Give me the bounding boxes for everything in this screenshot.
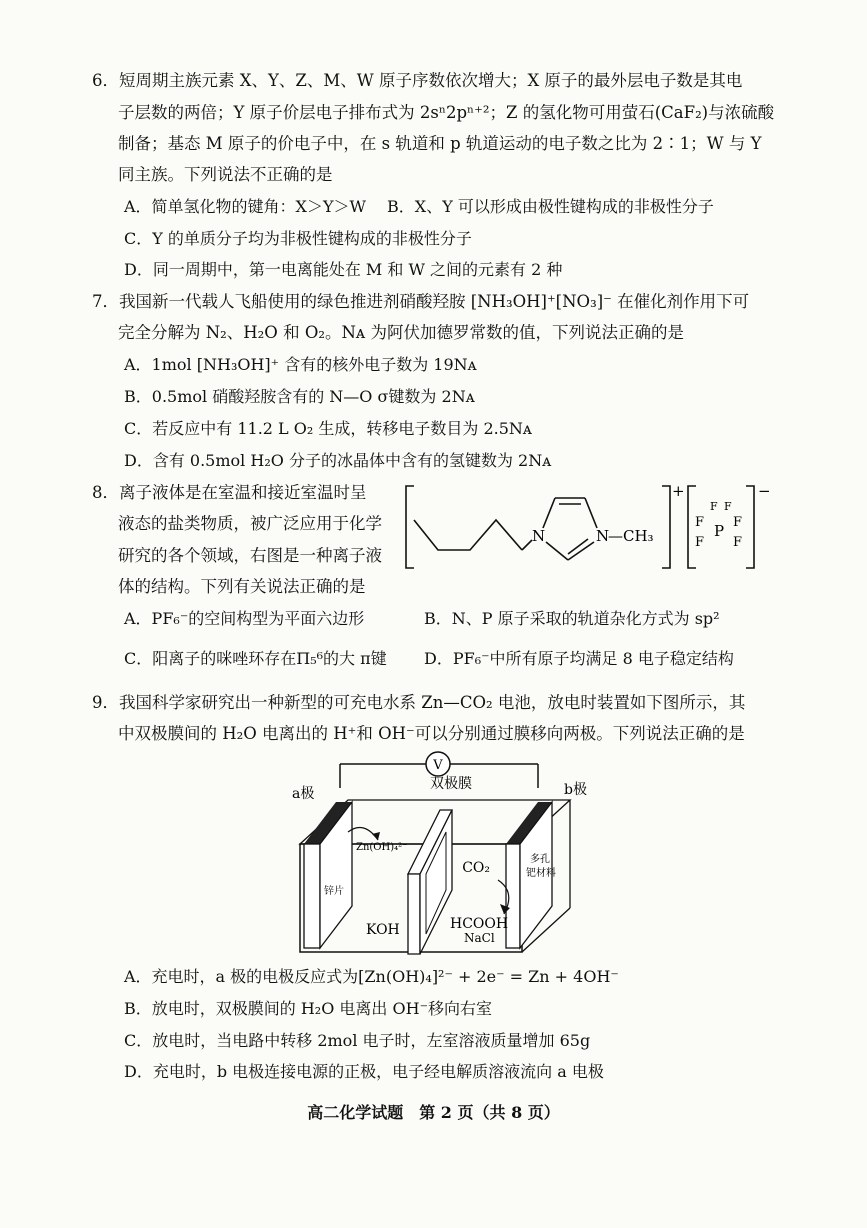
fluorine-left-lower: F	[695, 535, 705, 550]
q9-option-d: D．充电时，b 电极连接电源的正极，电子经电解质溶液流向 a 电极	[124, 1062, 604, 1081]
q8-option-a: A．PF₆⁻的空间构型为平面六边形	[124, 609, 365, 628]
co2-label: CO₂	[462, 860, 490, 876]
q6-stem-line-4: 同主族。下列说法不正确的是	[118, 165, 333, 184]
cation-charge: +	[672, 482, 685, 500]
q8-stem-line-3: 研究的各个领域，右图是一种离子液	[118, 546, 382, 565]
q7-option-a: A．1mol [NH₃OH]⁺ 含有的核外电子数为 19Nᴀ	[124, 355, 477, 374]
q9-stem-line-2: 中双极膜间的 H₂O 电离出的 H⁺和 OH⁻可以分别通过膜移向两极。下列说法正确的是	[118, 724, 745, 743]
q7-option-d: D．含有 0.5mol H₂O 分子的冰晶体中含有的氢键数为 2Nᴀ	[124, 451, 552, 470]
q8-option-d: D．PF₆⁻中所有原子均满足 8 电子稳定结构	[424, 649, 734, 668]
q7-stem-line-2: 完全分解为 N₂、H₂O 和 O₂。Nᴀ 为阿伏加德罗常数的值，下列说法正确的是	[118, 323, 684, 342]
ionic-liquid-structure	[400, 478, 780, 578]
phosphorus-atom: P	[714, 522, 725, 540]
q7-option-c: C．若反应中有 11.2 L O₂ 生成，转移电子数目为 2.5Nᴀ	[124, 419, 532, 438]
q8-stem-line-1: 8．离子液体是在室温和接近室温时呈	[92, 483, 367, 502]
anion-charge: −	[758, 482, 771, 500]
b-electrode-label: b极	[564, 782, 587, 798]
q6-option-c: C．Y 的单质分子均为非极性键构成的非极性分子	[124, 229, 472, 248]
q8-option-c: C．阳离子的咪唑环存在Π₅⁶的大 π键	[124, 649, 387, 668]
membrane-label: 双极膜	[430, 776, 472, 792]
fluorine-top-left: F	[710, 500, 718, 513]
porous-pd-label-2: 钯材料	[526, 868, 556, 879]
fluorine-right-lower: F	[733, 535, 743, 550]
ring-nitrogen-right: N	[596, 527, 610, 545]
voltmeter-label: V	[433, 758, 443, 773]
q9-stem-line-1: 9．我国科学家研究出一种新型的可充电水系 Zn—CO₂ 电池，放电时装置如下图所示，其	[92, 693, 746, 712]
q9-option-c: C．放电时，当电路中转移 2mol 电子时，左室溶液质量增加 65g	[124, 1031, 591, 1050]
q8-option-b: B．N、P 原子采取的轨道杂化方式为 sp²	[424, 609, 720, 628]
q6-option-ab: A．简单氢化物的键角：X＞Y＞W B．X、Y 可以形成由极性键构成的非极性分子	[124, 197, 714, 216]
fluorine-right-upper: F	[733, 515, 743, 530]
q6-stem-line-1: 6．短周期主族元素 X、Y、Z、M、W 原子序数依次增大；X 原子的最外层电子数是其电	[92, 71, 743, 90]
page-footer: 高二化学试题 第 2 页（共 8 页）	[307, 1103, 560, 1122]
ring-nitrogen-left: N	[532, 527, 546, 545]
q6-stem-line-2: 子层数的两倍；Y 原子价层电子排布式为 2sⁿ2pⁿ⁺²；Z 的氢化物可用萤石(CaF₂)与浓硫酸	[118, 103, 775, 122]
koh-label: KOH	[366, 922, 400, 938]
q6-option-d: D．同一周期中，第一电离能处在 M 和 W 之间的元素有 2 种	[124, 260, 563, 279]
a-electrode-label: a极	[292, 786, 315, 802]
q7-stem-line-1: 7．我国新一代载人飞船使用的绿色推进剂硝酸羟胺 [NH₃OH]⁺[NO₃]⁻ 在催化剂作用下可	[92, 292, 750, 311]
fluorine-left-upper: F	[695, 515, 705, 530]
fluorine-top-right: F	[724, 500, 732, 513]
nacl-label: NaCl	[464, 931, 495, 945]
zincate-ion-label: Zn(OH)₄²⁻	[356, 842, 408, 853]
hcooh-label: HCOOH	[450, 916, 509, 932]
q9-option-b: B．放电时，双极膜间的 H₂O 电离出 OH⁻移向右室	[124, 999, 493, 1018]
porous-pd-label-1: 多孔	[530, 854, 550, 865]
zn-co2-battery-diagram	[280, 744, 620, 964]
q6-stem-line-3: 制备；基态 M 原子的价电子中，在 s 轨道和 p 轨道运动的电子数之比为 2∶1；W 与 Y	[118, 134, 762, 153]
q8-stem-line-2: 液态的盐类物质，被广泛应用于化学	[118, 514, 382, 533]
zinc-plate-label: 锌片	[324, 886, 344, 897]
q7-option-b: B．0.5mol 硝酸羟胺含有的 N—O σ键数为 2Nᴀ	[124, 387, 475, 406]
q9-option-a: A．充电时，a 极的电极反应式为[Zn(OH)₄]²⁻ + 2e⁻ = Zn + 4OH⁻	[124, 967, 619, 986]
methyl-group: —CH₃	[608, 527, 654, 545]
q8-stem-line-4: 体的结构。下列有关说法正确的是	[118, 577, 366, 596]
